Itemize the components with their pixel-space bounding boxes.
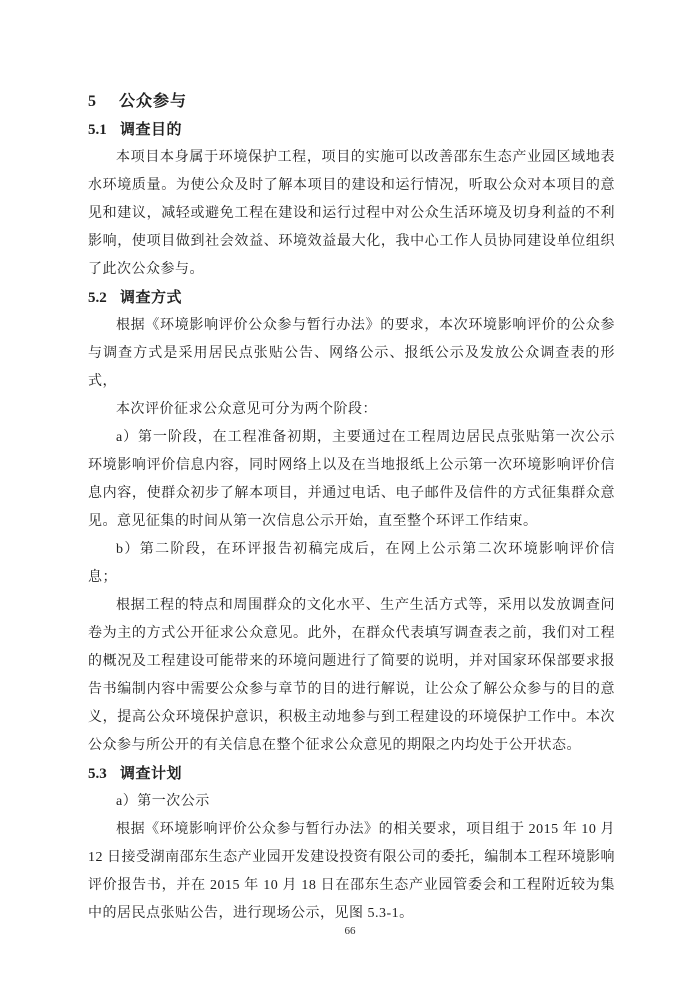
chapter-heading	[88, 88, 615, 116]
paragraph: a）第一次公示	[116, 794, 210, 809]
chapter-title: 公众参与	[119, 93, 188, 110]
page-number: 66	[344, 925, 356, 937]
section-title: 调查计划	[120, 766, 183, 782]
paragraph: a）第一阶段，在工程准备初期，主要通过在工程周边居民点张贴第一次公示环境影响评价信息内容，同时网络上以及在当地报纸上公示第一次环境影响评价信息内容，使群众初步了解本项目，并通过电话、电子邮件及信件的方式征集群众意见。意见征集的时间从第一次信息公示开始，直至整个环评工作结束。	[88, 430, 615, 529]
paragraph: 根据《环境影响评价公众参与暂行办法》的要求，本次环境影响评价的公众参与调查方式是采用居民点张贴公告、网络公示、报纸公示及发放公众调查表的形式，	[88, 318, 615, 389]
section-survey-method	[88, 284, 615, 760]
chapter-number: 5	[88, 93, 96, 110]
paragraph: 根据《环境影响评价公众参与暂行办法》的相关要求，项目组于 2015 年 10 月 12 日接受湖南邵东生态产业园开发建设投资有限公司的委托，编制本工程环境影响评价报告书，并在 2015 年 10 月 18 日在邵东生态产业园管委会和工程附近较为集中的居民点张贴公告，进行现场公示，见图 5.3-1。	[88, 822, 615, 921]
paragraph: b）第二阶段，在环评报告初稿完成后，在网上公示第二次环境影响评价信息；	[88, 542, 615, 585]
page-content	[88, 88, 615, 928]
paragraph: 根据工程的特点和周围群众的文化水平、生产生活方式等，采用以发放调查问卷为主的方式公开征求公众意见。此外，在群众代表填写调查表之前，我们对工程的概况及工程建设可能带来的环境问题进行了简要的说明，并对国家环保部要求报告书编制内容中需要公众参与章节的目的进行解说，让公众了解公众参与的目的意义，提高公众环境保护意识，积极主动地参与到工程建设的环境保护工作中。本次公众参与所公开的有关信息在整个征求公众意见的期限之内均处于公开状态。	[88, 598, 615, 753]
section-heading-5-2	[88, 284, 615, 312]
paragraph: 本次评价征求公众意见可分为两个阶段：	[116, 402, 377, 417]
section-title: 调查方式	[120, 290, 183, 306]
section-number: 5.3	[88, 766, 107, 782]
section-heading-5-1	[88, 116, 615, 144]
section-heading-5-3	[88, 760, 615, 788]
section-number: 5.1	[88, 122, 107, 138]
section-number: 5.2	[88, 290, 107, 306]
paragraph: 本项目本身属于环境保护工程，项目的实施可以改善邵东生态产业园区域地表水环境质量。为使公众及时了解本项目的建设和运行情况，听取公众对本项目的意见和建议，减轻或避免工程在建设和运行过程中对公众生活环境及切身利益的不利影响，使项目做到社会效益、环境效益最大化，我中心工作人员协同建设单位组织了此次公众参与。	[88, 150, 615, 277]
section-title: 调查目的	[120, 122, 183, 138]
section-survey-plan	[88, 760, 615, 928]
section-survey-purpose	[88, 116, 615, 284]
